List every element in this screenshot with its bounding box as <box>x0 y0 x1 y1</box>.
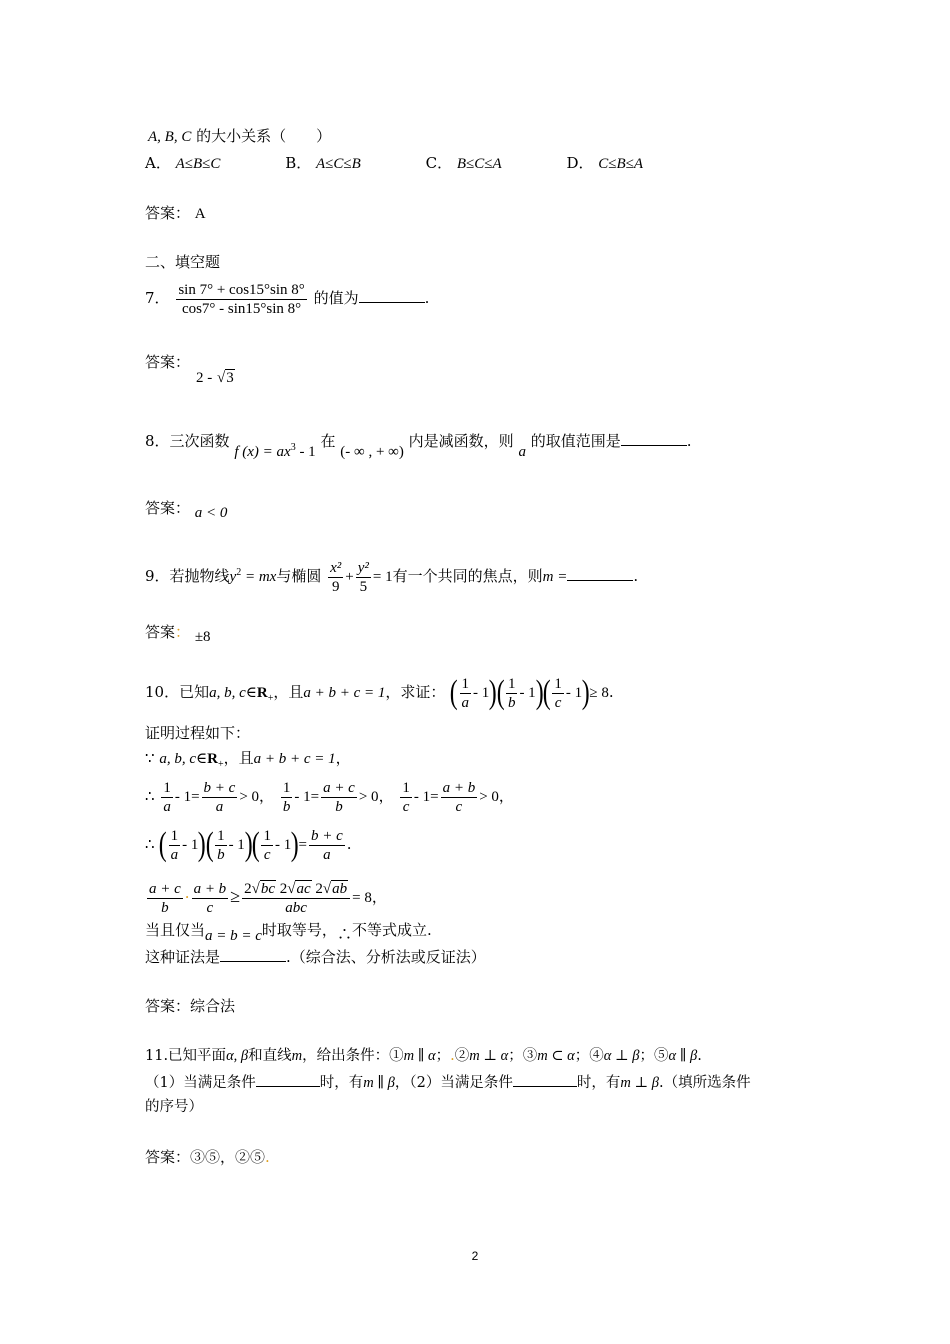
q10-l2-in: ∈ <box>196 751 208 767</box>
q10-paren-close-c: ) <box>581 674 590 711</box>
q10-l3-frac-1a <box>161 779 173 816</box>
q11-c5: α ∥ β <box>668 1048 698 1064</box>
q10-l3-ac-num: a + c <box>323 779 355 796</box>
q10-l5-two-c: 2 <box>315 880 323 897</box>
q6-option-c-expr: B≤C≤A <box>456 156 502 172</box>
q10-l4-1a-num: 1 <box>170 827 179 844</box>
q10-proof-line3 <box>145 776 514 817</box>
q9 <box>145 553 638 597</box>
q11-c4: α ⊥ β <box>603 1048 640 1064</box>
q11-l1-a: 11.已知平面 <box>145 1048 227 1064</box>
q10-set-sub: + <box>267 693 274 704</box>
q10-l2-cond: a + b + c = 1 <box>253 751 336 767</box>
q10-l3-gt0-c: > 0 <box>479 789 499 805</box>
q6-option-b-letter: B． <box>285 154 312 172</box>
q6-answer <box>145 203 206 224</box>
q10-l6-text3: 不等式成立. <box>351 921 432 939</box>
q11-c4-lead: ④ <box>589 1048 604 1064</box>
q10-l3-eq-b: = <box>310 789 320 805</box>
q9-frac2-num: y² <box>357 559 369 576</box>
q10-l4-frac-1a <box>169 827 181 864</box>
q8-text3: 的取值范围是 <box>530 432 621 450</box>
q10-frac-1a-den: a <box>461 694 470 711</box>
q10-l7-text1: 这种证法是 <box>145 948 221 966</box>
q6-option-d-letter: D． <box>566 154 594 172</box>
q7 <box>145 278 429 318</box>
q10-l2-vars: a, b, c <box>159 751 196 767</box>
q10-l3-ab-den: c <box>455 798 463 815</box>
q8-text2: 内是减函数，则 <box>408 432 514 450</box>
q11-answer-b: . <box>265 1148 270 1166</box>
q10-l5-frac-sqrt <box>242 880 350 917</box>
q7-answer-label: 答案： <box>145 353 191 371</box>
q10-l4-minus1-c: - 1 <box>274 837 292 853</box>
q11-c2: m ⊥ α <box>469 1048 509 1064</box>
q6-options <box>145 153 643 174</box>
q10-l3-1b-num: 1 <box>282 779 291 796</box>
q11-sep2: ； <box>508 1048 523 1064</box>
q6-answer-label: 答案： <box>145 204 191 222</box>
q9-frac1-num: x² <box>330 559 342 576</box>
q6-option-b-expr: A≤C≤B <box>316 156 361 172</box>
q11-sep3: ； <box>574 1048 590 1064</box>
q10-frac-1b-num: 1 <box>507 675 516 692</box>
q10-l4-frac-bc-a <box>309 827 345 864</box>
q10-l4-1b-den: b <box>217 846 225 863</box>
q11-l2-b: 时，有 <box>319 1075 364 1091</box>
page-number: 2 <box>471 1249 479 1263</box>
q10-proof-line4 <box>145 824 352 865</box>
q9-eq1: = 1 <box>372 569 393 585</box>
q10-l5-ab: ab <box>332 880 348 897</box>
q10-minus1-c: - 1 <box>565 685 583 701</box>
q7-sqrt-sign: √ <box>217 370 226 386</box>
q10-proof-line6 <box>145 920 432 944</box>
q6-option-a-letter: A． <box>145 154 171 172</box>
q10-paren-close-a: ) <box>488 674 497 711</box>
q11-m: m <box>291 1048 303 1064</box>
q8-func-wrap <box>234 442 320 460</box>
q10-proof-line5 <box>145 876 387 918</box>
q11-mark: . <box>450 1048 455 1064</box>
q10-stem1: 10．已知 <box>145 683 210 701</box>
q10-frac-1a-num: 1 <box>461 675 470 692</box>
q10-l5-abc: abc <box>285 899 307 916</box>
q10-l3-frac-1b <box>281 779 293 816</box>
q7-end: . <box>424 289 430 307</box>
q9-answer-value: ±8 <box>194 629 211 645</box>
q11-r1: m ∥ β <box>363 1075 395 1091</box>
q10-l4-paren-close-a: ) <box>198 826 207 863</box>
q11-sep1: ； <box>435 1048 451 1064</box>
q10-paren-open-a: ( <box>449 674 458 711</box>
q11-l1-b: 和直线 <box>248 1048 292 1064</box>
q10-paren-open-b: ( <box>496 674 505 711</box>
q11-r2: m ⊥ β <box>620 1075 659 1091</box>
q9-text1: 与椭圆 <box>276 567 322 585</box>
q10-l4-minus1-b: - 1 <box>228 837 245 853</box>
q10-l3-1b-den: b <box>282 798 291 815</box>
q10-paren-open-c: ( <box>542 674 551 711</box>
q10-l5-frac-ab-c <box>192 880 229 917</box>
q8-var: a <box>518 444 526 460</box>
q10-l4-1c-num: 1 <box>263 827 271 844</box>
q9-m: m = <box>542 569 568 585</box>
q10-l5-ab-num: a + b <box>193 880 227 897</box>
q10-dot: . <box>608 683 614 701</box>
q10-l4-frac-1b <box>215 827 227 864</box>
q6-answer-value: A <box>194 206 206 222</box>
q7-fraction <box>176 281 306 318</box>
q10-l6-therefore: ∴ <box>336 925 352 943</box>
q9-fraction-x <box>328 559 343 596</box>
q6-option-c-letter: C． <box>425 154 453 172</box>
q10-l4-minus1-a: - 1 <box>182 837 199 853</box>
q11-l2-a: （1）当满足条件 <box>145 1075 256 1091</box>
q10-l3-minus1-a: - 1 <box>174 789 192 805</box>
q7-answer-b: 3 <box>226 370 234 386</box>
q11-l1-end: . <box>697 1048 702 1064</box>
q11-c1: m ∥ α <box>403 1048 436 1064</box>
q7-answer <box>196 367 235 388</box>
q10-geq: ≥ 8 <box>589 685 609 701</box>
q9-fraction-y <box>356 559 371 596</box>
q10-l3-minus1-b: - 1 <box>294 789 311 805</box>
q10-l6-text1: 当且仅当 <box>145 921 206 939</box>
q10-l4-dot: . <box>346 835 352 853</box>
q10-l4-1c-den: c <box>263 846 271 863</box>
q10-stem <box>145 672 614 719</box>
q9-y: y <box>229 569 237 585</box>
q11-answer <box>145 1147 270 1167</box>
q10-l3-comma-c: ， <box>498 787 514 805</box>
q10-l3-frac-1c <box>400 779 412 816</box>
q10-l3-eq-c: = <box>430 789 439 805</box>
q10-minus1-b: - 1 <box>519 685 536 701</box>
q10-l5-dot-mark: · <box>184 888 190 906</box>
q11-c3: m ⊂ α <box>537 1048 575 1064</box>
q8-func: f (x) = ax <box>234 444 291 460</box>
q10-l3-1a-den: a <box>163 798 171 815</box>
q10-l4-eq: = <box>298 837 308 853</box>
q10-paren-close-b: ) <box>535 674 544 711</box>
q10-l3-frac-ab-c <box>441 779 478 816</box>
q10-l6-text2: 时取等号， <box>261 921 337 939</box>
q10-blank <box>220 947 286 962</box>
q10-frac-1c-den: c <box>554 694 562 711</box>
q11-c2-lead: ② <box>454 1048 470 1064</box>
q10-l4-paren-open-a: ( <box>159 826 167 863</box>
q10-l3-ac-den: b <box>335 798 343 815</box>
q10-l2-set-sub: + <box>217 759 224 770</box>
q6-stem-math: A, B, C <box>148 129 192 145</box>
q9-exp: 2 <box>236 567 242 578</box>
q11-l2-c: ，（2）当满足条件 <box>394 1075 513 1091</box>
q8-text1: 在 <box>320 432 336 450</box>
q10-l3-minus1-c: - 1 <box>413 789 431 805</box>
q10-l2-end: ， <box>335 749 351 767</box>
q10-answer-label: 答案： <box>145 997 191 1015</box>
q9-number: 9．若抛物线 <box>145 567 230 585</box>
q10-l2-cond-text: ，且 <box>223 749 254 767</box>
q10-l3-1c-num: 1 <box>402 779 410 796</box>
q8 <box>145 428 692 460</box>
q10-l5-comma: ， <box>371 888 387 906</box>
q10-l3-1a-num: 1 <box>163 779 171 796</box>
q10-l4-therefore: ∴ <box>145 835 155 853</box>
q9-plus: + <box>345 569 354 585</box>
q10-l3-comma-b: ， <box>378 787 394 805</box>
q10-l4-paren-close-c: ) <box>290 826 299 863</box>
q10-because: ∵ <box>145 749 155 767</box>
q10-l4-paren-close-b: ) <box>244 826 253 863</box>
q8-func-tail: - 1 <box>295 444 316 460</box>
q10-l5-two-b: 2 <box>279 880 288 897</box>
q10-l5-two-a: 2 <box>244 880 252 897</box>
q10-l5-sqrt-num: 2√bc 2√ac 2√ab <box>242 880 350 899</box>
q10-l4-1a-den: a <box>170 846 179 863</box>
q11-l2-d: 时，有 <box>576 1075 621 1091</box>
q10-l5-geq: ≥ <box>230 886 241 906</box>
q8-answer <box>145 498 227 519</box>
q10-vars: a, b, c <box>209 685 246 701</box>
q8-end: . <box>686 432 692 450</box>
q7-denominator: cos7° - sin15°sin 8° <box>181 300 302 317</box>
q8-answer-label: 答案： <box>145 499 191 517</box>
q6-option-d-expr: C≤B≤A <box>598 156 644 172</box>
q8-blank <box>621 431 687 446</box>
q10-frac-1c-num: 1 <box>554 675 562 692</box>
q10-l3-eq-a: = <box>191 789 200 805</box>
q11-c3-lead: ③ <box>522 1048 538 1064</box>
q10-l4-bc-num: b + c <box>311 827 343 844</box>
q10-l4-paren-open-c: ( <box>251 826 260 863</box>
q10-l7-text2: .（综合法、分析法或反证法） <box>286 948 486 966</box>
q11-c5-lead: ⑤ <box>653 1048 669 1064</box>
q9-frac2-den: 5 <box>359 578 368 595</box>
q11-line3: 的序号） <box>145 1099 203 1115</box>
q10-l4-frac-1c <box>261 827 273 864</box>
q11-answer-label: 答案： <box>145 1148 191 1166</box>
q6-option-a-expr: A≤B≤C <box>175 156 221 172</box>
q9-end: . <box>633 567 639 585</box>
q7-number: 7． <box>145 289 170 307</box>
q10-stem3: ，求证： <box>385 683 446 701</box>
q9-eq: = mx <box>241 569 277 585</box>
q10-l5-frac-ac-b <box>147 880 183 917</box>
q10-l5-ac: ac <box>296 880 311 897</box>
section-title: 二、填空题 <box>145 253 221 271</box>
q8-number: 8．三次函数 <box>145 432 230 450</box>
q10-proof-line7 <box>145 947 486 967</box>
q10-proof-title: 证明过程如下： <box>145 724 251 742</box>
q9-blank <box>567 566 633 581</box>
q10-l3-frac-bc-a <box>202 779 238 816</box>
q10-cond: a + b + c = 1 <box>303 685 386 701</box>
q10-frac-1b <box>506 675 518 712</box>
q11-l1-c: ，给出条件：① <box>302 1048 404 1064</box>
q10-l5-eq8: = 8 <box>352 890 372 906</box>
q10-l3-gt0-b: > 0 <box>358 789 379 805</box>
q10-l3-bc-den: a <box>215 798 224 815</box>
q10-l4-bc-den: a <box>323 846 331 863</box>
q11-sep4: ； <box>639 1048 654 1064</box>
q10-l3-comma-a: ， <box>259 787 275 805</box>
q11-line2 <box>145 1072 751 1093</box>
q10-frac-1b-den: b <box>507 694 516 711</box>
q10-frac-1a <box>460 675 472 712</box>
q10-l3-bc-num: b + c <box>203 779 236 796</box>
q9-text2: 有一个共同的焦点，则 <box>392 567 543 585</box>
q11-blank-1 <box>256 1072 320 1087</box>
q11-planes: α, β <box>226 1048 249 1064</box>
q8-answer-value: a < 0 <box>194 505 228 521</box>
q7-blank <box>359 288 425 303</box>
q10-frac-1c <box>552 675 564 712</box>
q9-answer <box>145 622 211 643</box>
q10-l5-bc: bc <box>260 880 275 897</box>
q10-l4-paren-open-b: ( <box>205 826 214 863</box>
q10-l3-frac-ac-b <box>321 779 357 816</box>
q10-answer-value: 综合法 <box>190 997 236 1015</box>
q10-answer <box>145 996 235 1016</box>
q10-l3-gt0-a: > 0 <box>239 789 260 805</box>
q7-text: 的值为 <box>313 289 359 307</box>
q10-l5-ab-den: c <box>206 899 214 916</box>
q10-l6-cond: a = b = c <box>205 928 262 944</box>
q6-stem-text: 的大小关系（ ） <box>196 127 332 145</box>
q10-l3-ab-num: a + b <box>442 779 476 796</box>
q8-interval: (- ∞ , + ∞) <box>340 444 404 460</box>
q10-l4-1b-num: 1 <box>217 827 225 844</box>
q11-l2-e: .（填所选条件 <box>658 1075 751 1091</box>
q10-l5-ac-den: b <box>161 899 169 916</box>
q11-blank-2 <box>513 1072 577 1087</box>
q10-l5-ac-num: a + c <box>149 880 181 897</box>
q9-answer-sep: ： <box>175 623 191 641</box>
q7-answer-a: 2 - <box>196 370 213 386</box>
q11-line1 <box>145 1046 702 1066</box>
q9-answer-label: 答案 <box>145 623 176 641</box>
q10-stem2: ，且 <box>273 683 304 701</box>
q10-l3-1c-den: c <box>402 798 410 815</box>
q7-numerator: sin 7° + cos15°sin 8° <box>178 281 305 298</box>
q9-frac1-den: 9 <box>331 578 340 595</box>
q10-in: ∈ <box>245 685 257 701</box>
q11-answer-a: ③⑤，②⑤ <box>190 1148 266 1166</box>
q8-exp: 3 <box>290 442 296 453</box>
q10-proof-line2 <box>145 748 351 775</box>
q10-minus1-a: - 1 <box>473 685 490 701</box>
q10-set: R <box>256 685 268 701</box>
q10-l3-therefore: ∴ <box>145 787 155 805</box>
q6-stem <box>148 126 331 147</box>
q10-l2-set: R <box>207 751 218 767</box>
